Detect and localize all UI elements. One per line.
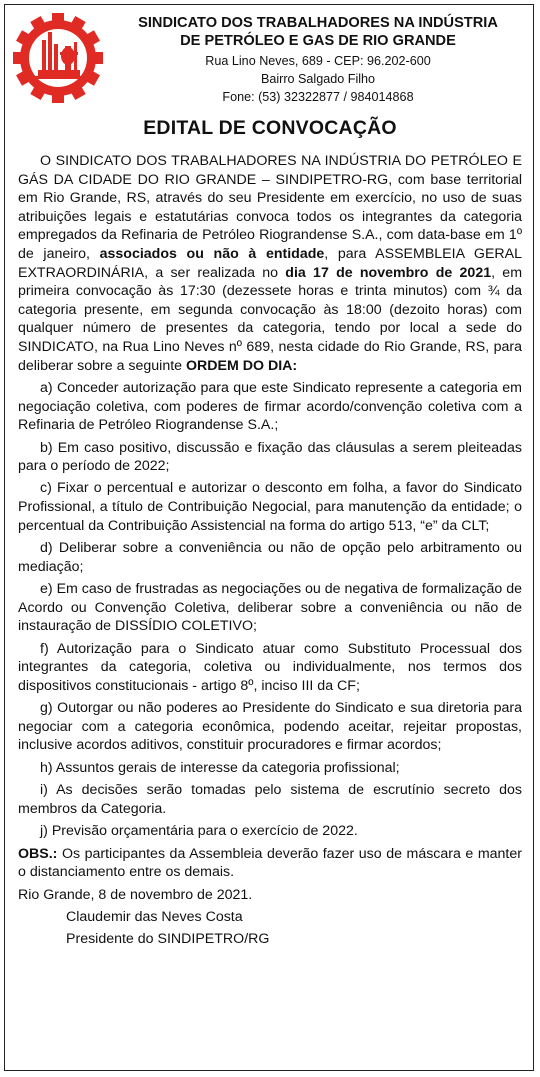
agenda-item-f: f) Autorização para o Sindicato atuar como Substituto Processual dos integrantes da categoria, coletiva ou individualmente, nos termos dos dispositivos constitucionais - artigo 8º, inciso III da CF; <box>18 640 522 694</box>
org-name-line2: DE PETRÓLEO E GAS DE RIO GRANDE <box>180 33 456 49</box>
sindipetro-logo-icon <box>12 12 104 104</box>
signer-role: Presidente do SINDIPETRO/RG <box>66 931 270 948</box>
org-name-line1: SINDICATO DOS TRABALHADORES NA INDÚSTRIA <box>138 15 498 31</box>
agenda-item-j: j) Previsão orçamentária para o exercício de 2022. <box>40 823 358 840</box>
notice-title: EDITAL DE CONVOCAÇÃO <box>143 117 397 139</box>
agenda-item-a: a) Conceder autorização para que este Sindicato represente a categoria em negociação coletiva, com poderes de firmar acordo/convenção coletiva com a Refinaria de Petróleo Riograndense S.A.; <box>18 379 522 434</box>
header <box>12 8 532 108</box>
signer-name: Claudemir das Neves Costa <box>66 908 243 925</box>
notice-body <box>18 152 522 949</box>
org-district: Bairro Salgado Filho <box>260 72 376 86</box>
agenda-item-h: h) Assuntos gerais de interesse da categoria profissional; <box>40 759 400 776</box>
intro-paragraph: O SINDICATO DOS TRABALHADORES NA INDÚSTRIA DO PETRÓLEO E GÁS DA CIDADE DO RIO GRANDE – SINDIPETRO-RG, com base territorial em Rio Grande, RS, através do seu Presidente em exercício, no uso de suas atribuições legais e estatutárias convoca todos os integrantes da categoria empregados da Refinaria de Petróleo Riograndense S.A., com data-base em 1º de janeiro, associados ou não à entidade, para ASSEMBLEIA GERAL EXTRAORDINÁRIA, a ser realizada no dia 17 de novembro de 2021, em primeira convocação às 17:30 (dezessete horas e trinta minutos) com ¾ da categoria presente, em segunda convocação às 18:00 (dezoito horas) com qualquer número de presentes da categoria, tendo por local a sede do SINDICATO, na Rua Lino Neves nº 689, nesta cidade do Rio Grande, RS, para deliberar sobre a seguinte ORDEM DO DIA: <box>18 153 523 374</box>
agenda-item-d: d) Deliberar sobre a conveniência ou não de opção pelo arbitramento ou mediação; <box>18 540 522 575</box>
org-phone: Fone: (53) 32322877 / 984014868 <box>222 90 414 104</box>
agenda-item-b: b) Em caso positivo, discussão e fixação das cláusulas a serem pleiteadas para o período de 2022; <box>18 439 522 475</box>
obs-paragraph: OBS.: Os participantes da Assembleia deverão fazer uso de máscara e manter o distanciamento entre os demais. <box>18 845 522 881</box>
agenda-item-g: g) Outorgar ou não poderes ao Presidente do Sindicato e sua diretoria para negociar com a categoria econômica, podendo aceitar, rejeitar propostas, inclusive acordos aditivos, constituir procuradores e firmar acordos; <box>18 700 522 754</box>
org-address: Rua Lino Neves, 689 - CEP: 96.202-600 <box>205 54 431 68</box>
place-date: Rio Grande, 8 de novembro de 2021. <box>18 886 253 903</box>
agenda-item-e: e) Em caso de frustradas as negociações ou de negativa de formalização de Acordo ou Convenção Coletiva, deliberar sobre a conveniência ou não de instauração de DISSÍDIO COLETIVO; <box>18 581 522 635</box>
agenda-item-i: i) As decisões serão tomadas pelo sistema de escrutínio secreto dos membros da Categoria. <box>18 782 522 817</box>
agenda-item-c: c) Fixar o percentual e autorizar o desconto em folha, a favor do Sindicato Profissional, a título de Contribuição Negocial, para manutenção da entidade; o percentual da Contribuição Assistencial na forma do artigo 513, “e” da CLT; <box>18 480 522 534</box>
